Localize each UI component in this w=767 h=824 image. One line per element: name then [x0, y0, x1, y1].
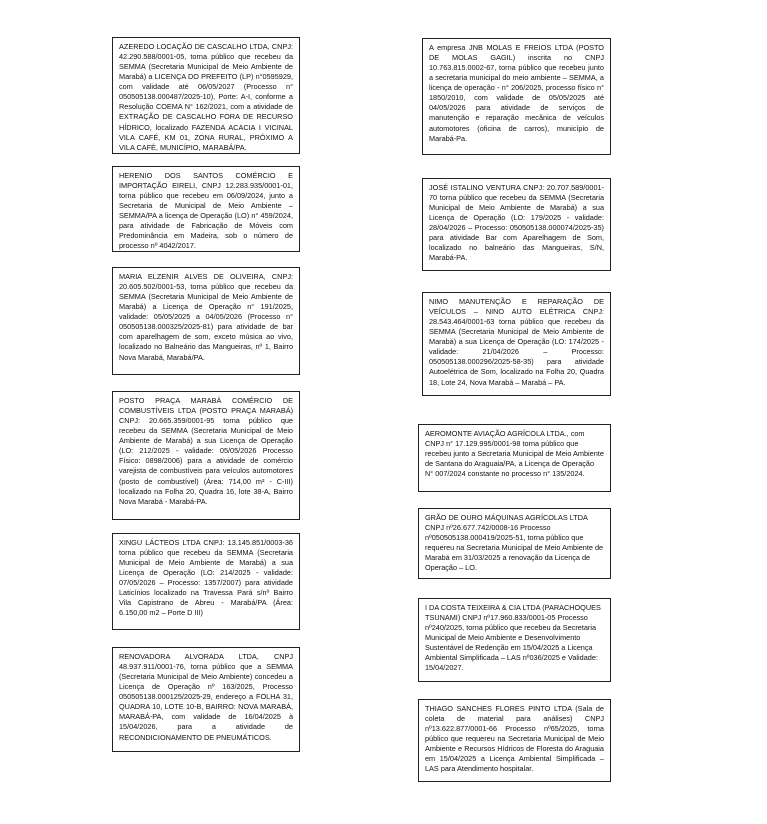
notice-text: THIAGO SANCHES FLORES PINTO LTDA (Sala de coleta de material para análises) CNPJ nº13.622.877/0001-66 Processo nº65/2025, torna público que requereu na Secretaria Municipal de Meio Ambiente e Recursos Hídricos de Floresta do Araguaia em 15/04/2025 a Licença Ambiental Simplificada – LAS para Atendimento hospitalar. — [425, 704, 604, 774]
notice-text: GRÃO DE OURO MÁQUINAS AGRÍCOLAS LTDA CNPJ nº26.677.742/0008-16 Processo nº050505138.000419/2025-51, torna público que requereu na Secretaria Municipal de Meio Ambiente de Marabá em 31/03/2025 a renovação da Licença de Operação – LO. — [425, 513, 604, 573]
notice-text: NIMO MANUTENÇÃO E REPARAÇÃO DE VEÍCULOS – NINO AUTO ELÉTRICA CNPJ: 28.543.464/0001-63 torna público que recebeu da SEMMA (Secretaria Municipal de Meio Ambiente de Marabá) a sua Licença de Operação (LO: 174/2025 - validade: 21/04/2026 – Processo: 050505138.000296/2025-58-35) para atividade Autoelétrica de Som, localizado na Folha 20, Quadra 18, Lote 24, Nova Marabá – Marabá – PA. — [429, 297, 604, 387]
notice-text: MARIA ELZENIR ALVES DE OLIVEIRA, CNPJ: 20.605.502/0001-53, torna público que recebeu da SEMMA (Secretaria Municipal de Meio Ambiente de Marabá) a Licença de Operação n° 191/2025, validade: 05/05/2025 a 04/05/2026 (Processo n° 050505138.000325/2025-81) para atividade de bar com aparelhagem de som, exceto música ao vivo, localizado no Balneário das Mangueiras, nº 1, Bairro Nova Marabá, Marabá/PA. — [119, 272, 293, 362]
notice-text: I DA COSTA TEIXEIRA & CIA LTDA (PARACHOQUES TSUNAMI) CNPJ nº17.960.833/0001-05 Processo nº240/2025, torna público que recebeu da Secretaria Municipal de Meio Ambiente e Desenvolvimento Sustentável de Redenção em 15/04/2025 a Licença Ambiental Simplificada – LAS nº036/2025 e Validade: 15/04/2027. — [425, 603, 601, 673]
notice-maria-elzenir — [112, 267, 300, 375]
notice-text: HERENIO DOS SANTOS COMÉRCIO E IMPORTAÇÃO EIRELI, CNPJ 12.283.935/0001-01, torna público que recebeu em 06/09/2024, junto a Secretaria de Municipal de Meio Ambiente – SEMMA/PA a licença de Operação (LO) n° 459/2024, para atividade de Fabricação de Móveis com Predominância em Madeira, sob o número de processo nº 4042/2017. — [119, 171, 293, 251]
notice-text: A empresa JNB MOLAS E FREIOS LTDA (POSTO DE MOLAS GAGIL) inscrita no CNPJ 10.763.815.0002-67, torna público que recebeu junto a secretaria municipal do meio ambiente – SEMMA, a licença de operação - n° 206/2025, processo físico n° 1850/2010, com validade de 05/05/2025 até 04/05/2026 para atividade de serviços de manutenção e reparação mecânica de veículos automotores (oficina de carros), município de Marabá-Pa. — [429, 43, 604, 143]
notice-grao-de-ouro — [418, 508, 611, 579]
notice-nimo-manutencao — [422, 292, 611, 396]
notice-herenio — [112, 166, 300, 252]
notice-text: RENOVADORA ALVORADA LTDA, CNPJ 48.937.911/0001-76, torna público que a SEMMA (Secretaria Municipal de Meio Ambiente) concedeu a Licença de Operação nº 163/2025, Processo 050505138.000125/2025-29, endereço a FOLHA 31, QUADRA 10, LOTE 10-B, BAIRRO: NOVA MARABÁ, MARABÁ-PA, com validade de 16/04/2025 à 15/04/2026, para a atividade de RECONDICIONAMENTO DE PNEUMÁTICOS. — [119, 652, 293, 742]
notice-xingu-lacteos — [112, 533, 300, 630]
notice-da-costa-teixeira — [418, 598, 611, 682]
notice-renovadora-alvorada — [112, 647, 300, 752]
notice-text: XINGU LÁCTEOS LTDA CNPJ: 13.145.851/0003-36 torna público que recebeu da SEMMA (Secretaria Municipal de Meio Ambiente de Marabá) a sua Licença de Operação (LO: 214/2025 - validade: 07/05/2026 – Processo: 1357/2007) para atividade Laticínios localizado na Travessa Pará s/nº Bairro Vila Capistrano de Abreu - Marabá/PA (Área: 6.150,00 m2 – Porte D III) — [119, 538, 293, 618]
notice-aeromonte — [418, 424, 611, 492]
notice-text: JOSÉ ISTALINO VENTURA CNPJ: 20.707.589/0001-70 torna público que recebeu da SEMMA (Secretaria Municipal de Meio Ambiente de Marabá) a sua Licença de Operação (LO: 179/2025 - validade: 28/04/2026 – Processo: 050505138.000074/2025-35) para atividade Bar com Aparelhagem de Som, localizado no balneário das Mangueiras, S/N, Marabá-PA. — [429, 183, 604, 263]
notice-jnb-molas — [422, 38, 611, 155]
notice-thiago-sanches — [418, 699, 611, 782]
notice-jose-istalino — [422, 178, 611, 271]
notice-text: AZEREDO LOCAÇÃO DE CASCALHO LTDA, CNPJ: 42.290.588/0001-05, torna público que recebeu da SEMMA (Secretaria Municipal de Meio Ambiente de Marabá) a LICENÇA DO PREFEITO (LP) n°0595929, com validade até 06/05/2027 (Processo n° 050505138.000487/2025-10), Porte: A-I, conforme a Resolução COEMA N° 162/2021, com a atividade de EXTRAÇÃO DE CASCALHO FORA DE RECURSO HÍDRICO, localizado FAZENDA ACACIA I VICINAL VILA CAFÉ, KM 01, ZONA RURAL, PRÓXIMO A VILA CAFÉ, MUNICÍPIO, MARABÁ/PA. — [119, 42, 293, 152]
notice-posto-praca — [112, 391, 300, 520]
notice-azeredo — [112, 37, 300, 154]
notice-text: AEROMONTE AVIAÇÃO AGRÍCOLA LTDA., com CNPJ n° 17.129.995/0001-98 torna público que recebeu junto a Secretaria Municipal de Meio Ambiente de Santana do Araguaia/PA, a Licença de Operação N° 007/2024 constante no processo n° 135/2024. — [425, 429, 604, 479]
notice-text: POSTO PRAÇA MARABÁ COMÉRCIO DE COMBUSTÍVEIS LTDA (POSTO PRAÇA MARABÁ) CNPJ: 20.665.359/0001-95 torna público que recebeu da SEMMA (Secretaria Municipal de Meio Ambiente de Marabá) a sua Licença de Operação (LO: 212/2025 - validade: 05/05/2026 Processo Físico: 0898/2006) para a atividade de comércio varejista de combustíveis para veículos automotores (posto de combustível) (Área: 714,00 m² - C-III) localizado na Folha 20, Quadra 16, lote 38-A, Bairro Nova Marabá - Marabá-PA. — [119, 396, 293, 506]
